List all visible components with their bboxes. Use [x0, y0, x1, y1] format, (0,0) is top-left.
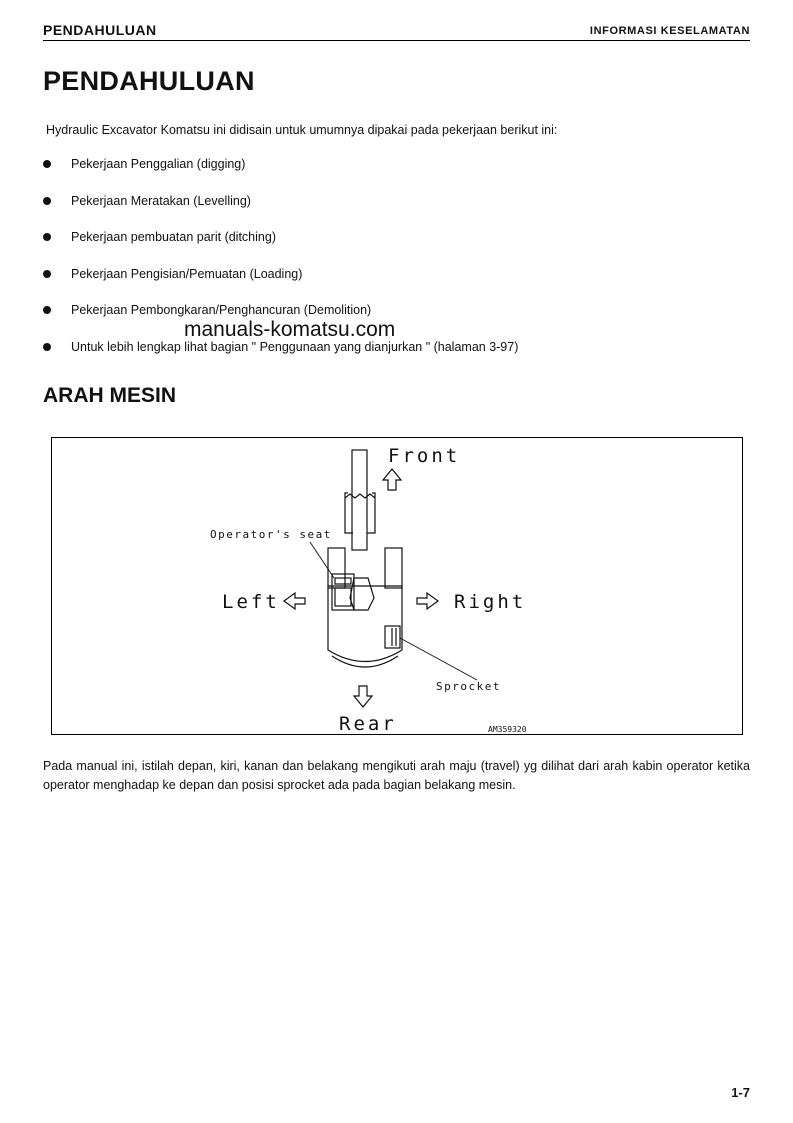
- rear-label: Rear: [339, 713, 397, 735]
- right-arrow-icon: [417, 593, 438, 609]
- list-item: Pekerjaan Pembongkaran/Penghancuran (Demolition): [43, 303, 743, 340]
- bullet-icon: [43, 197, 51, 205]
- page-number: 1-7: [731, 1085, 750, 1100]
- boom-shape: [352, 450, 367, 550]
- figure-code: AM359320: [488, 725, 527, 734]
- header-section-title: PENDAHULUAN: [43, 22, 157, 38]
- bullet-icon: [43, 306, 51, 314]
- front-arrow-icon: [383, 469, 401, 490]
- intro-text: Hydraulic Excavator Komatsu ini didisain untuk umumnya dipakai pada pekerjaan berikut ini:: [46, 123, 558, 137]
- excavator-top-view-diagram: [52, 438, 744, 736]
- left-arrow-icon: [284, 593, 305, 609]
- bucket-teeth-shape: [345, 494, 375, 498]
- right-track-front: [385, 548, 402, 588]
- header-rule: [43, 40, 750, 41]
- front-label: Front: [388, 445, 461, 467]
- header-chapter-title: INFORMASI KESELAMATAN: [589, 25, 750, 37]
- upper-structure-shape: [328, 586, 402, 662]
- page-title: PENDAHULUAN: [43, 66, 255, 96]
- list-item: Pekerjaan pembuatan parit (ditching): [43, 230, 743, 267]
- bullet-icon: [43, 160, 51, 168]
- list-item: Pekerjaan Pengisian/Pemuatan (Loading): [43, 267, 743, 304]
- section-title: ARAH MESIN: [43, 384, 177, 407]
- seat-shape: [335, 588, 351, 606]
- sprocket-leader: [400, 638, 477, 680]
- direction-paragraph: Pada manual ini, istilah depan, kiri, kanan dan belakang mengikuti arah maju (travel) yg dilihat dari arah kabin operator ketika operator menghadap ke depan dan posisi sprocket ada pada bagian belakang mesin.: [43, 759, 750, 792]
- bullet-icon: [43, 270, 51, 278]
- bullet-icon: [43, 343, 51, 351]
- sprocket-label: Sprocket: [436, 680, 501, 693]
- seat-back-shape: [335, 578, 351, 584]
- watermark-text: manuals-komatsu.com: [184, 318, 396, 341]
- bullet-icon: [43, 233, 51, 241]
- operator-seat-label: Operator's seat: [210, 528, 332, 541]
- list-item: Pekerjaan Penggalian (digging): [43, 157, 743, 194]
- bucket-right-shape: [367, 493, 375, 533]
- list-item: Pekerjaan Meratakan (Levelling): [43, 194, 743, 231]
- machine-direction-figure: [51, 437, 743, 735]
- right-label: Right: [454, 591, 527, 613]
- list-item: Untuk lebih lengkap lihat bagian " Penggunaan yang dianjurkan " (halaman 3-97): [43, 340, 743, 377]
- left-track-front: [328, 548, 345, 588]
- rear-arrow-icon: [354, 686, 372, 707]
- left-label: Left: [222, 591, 280, 613]
- work-list: [43, 157, 743, 376]
